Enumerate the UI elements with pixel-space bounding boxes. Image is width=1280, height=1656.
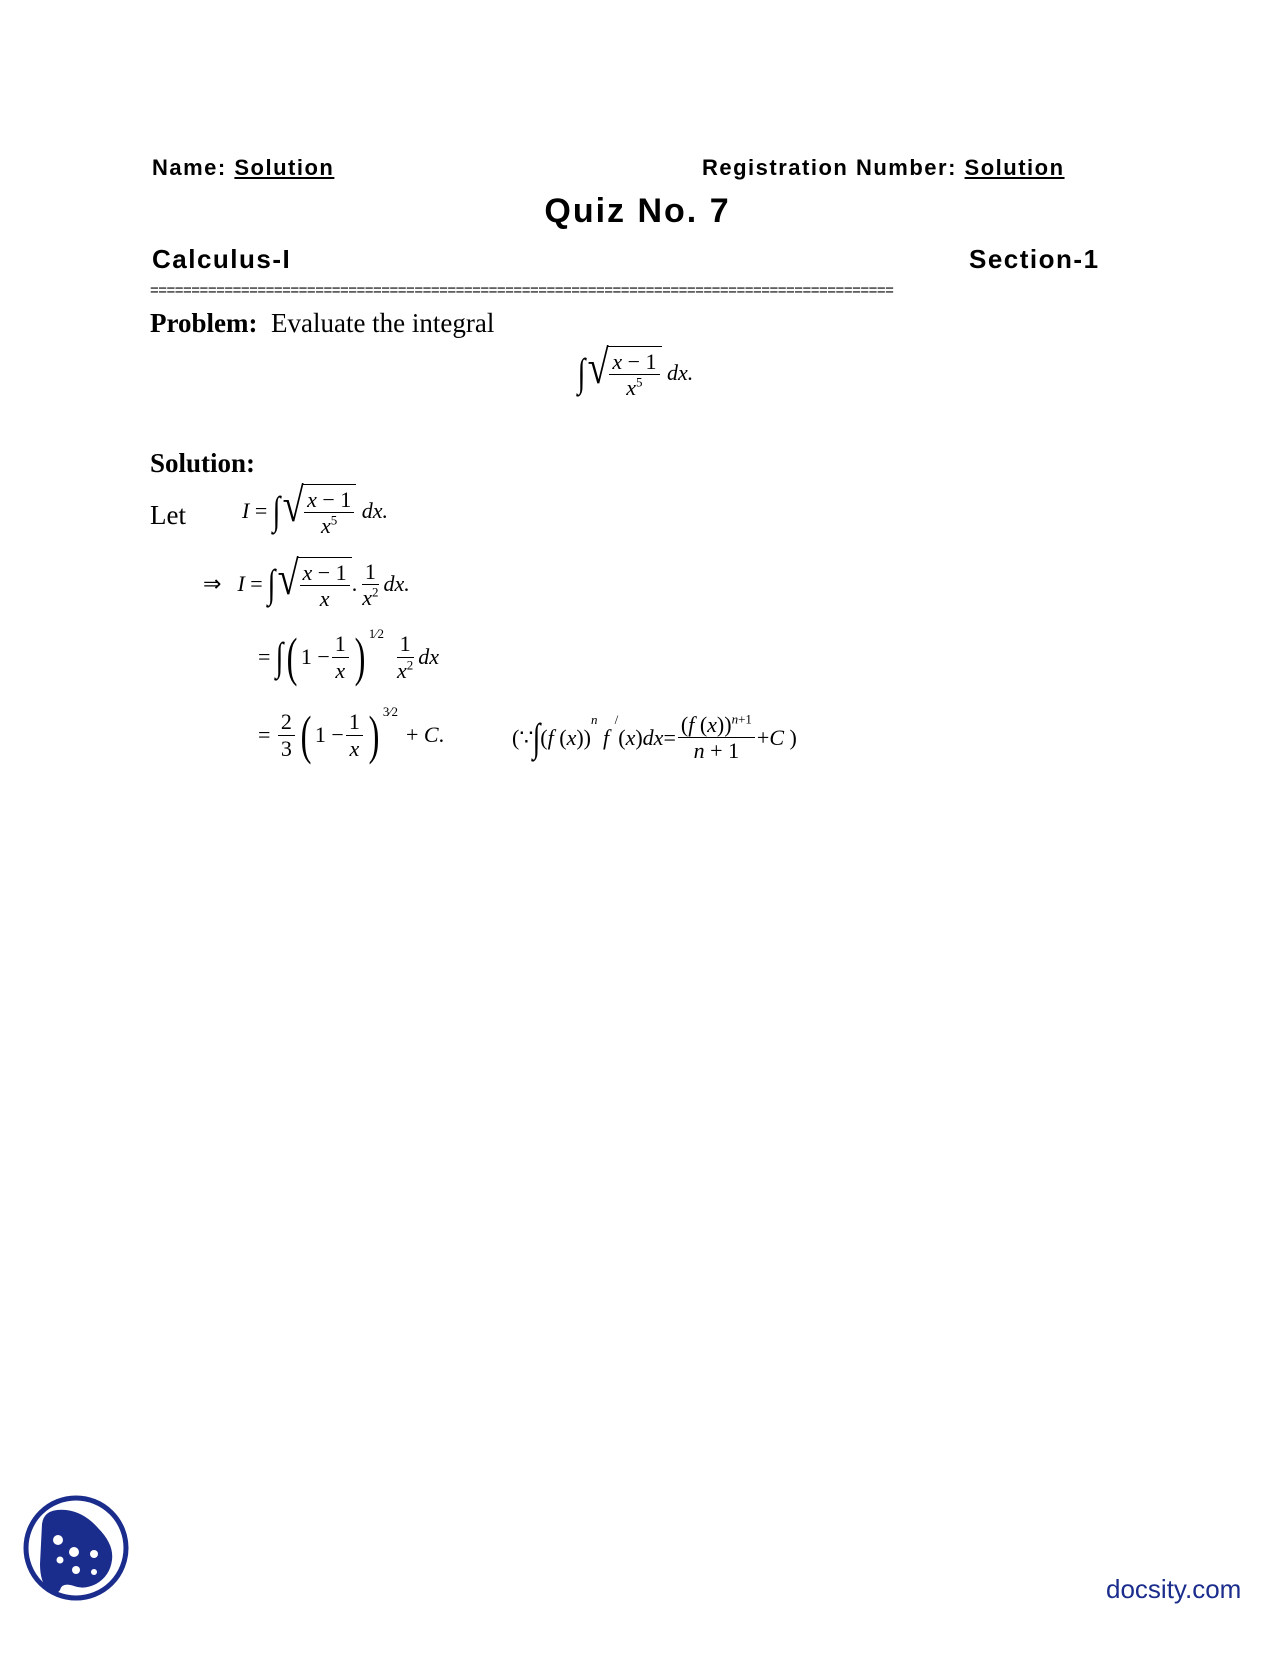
docsity-logo-icon — [22, 1494, 130, 1602]
section-name: Section-1 — [969, 244, 1100, 274]
problem-statement — [150, 308, 494, 339]
problem-integral: ∫ √ $\frac{x - 1}{x^5}$ dx. — [577, 341, 694, 401]
power-rule-note: (∵ ∫ ( f ( x )) $^n$ f / ( x ) dx = $\frac{(f (x))^{n+1}}{n + 1}$ + C ) — [512, 711, 797, 764]
let-label: Let — [150, 500, 186, 530]
registration-value: Solution — [964, 155, 1065, 180]
solution-label: Solution: — [150, 448, 256, 478]
registration-label: Registration Number: — [702, 155, 957, 180]
solution-step-1: I = ∫ √ $\frac{x - 1}{x^5}$ dx. — [242, 479, 389, 539]
name-field — [152, 155, 334, 181]
docsity-brand-link[interactable]: docsity.com — [1106, 1574, 1242, 1604]
solution-step-4: = $\frac{2}{3}$ ( 1 − $\frac{1}{x}$ ) $^{3⁄2}$ + C . — [258, 704, 445, 765]
problem-label: Problem: — [150, 308, 258, 338]
name-label: Name: — [152, 155, 227, 180]
page-title: Quiz No. 7 — [544, 192, 731, 230]
name-value: Solution — [234, 155, 335, 180]
problem-text: Evaluate the integral — [270, 308, 495, 338]
registration-field — [702, 155, 1065, 181]
course-name: Calculus-I — [152, 244, 292, 274]
solution-step-2: ⇒ I = ∫ √ $\frac{x - 1}{x}$ . $\frac{1}{x^2}$ dx. — [203, 552, 410, 612]
divider-rule: ========================================================================================== — [150, 286, 894, 296]
solution-step-3: = ∫ ( 1 − $\frac{1}{x}$ ) $^{1⁄2}$ $\frac{1}{x^2}$ dx — [258, 626, 439, 687]
